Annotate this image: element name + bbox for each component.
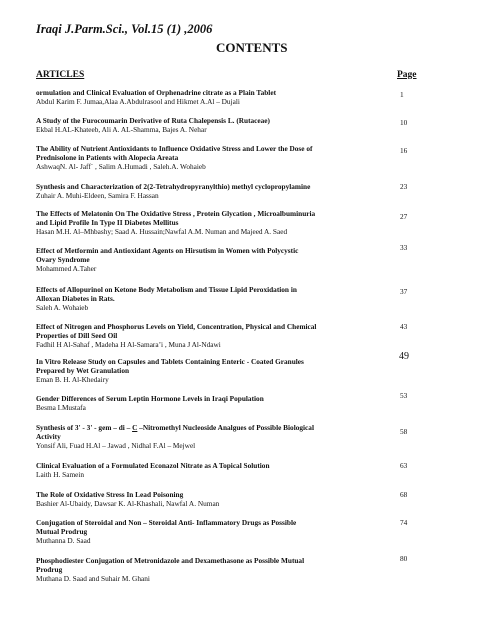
article-title-line-2[interactable]: Alloxan Diabetes in Rats. [36,294,115,303]
article-title[interactable]: Clinical Evaluation of a Formulated Econazol Nitrate as A Topical Solution [36,461,270,470]
article-authors: Bashier Al-Ubaidy, Dawsar K. Al-Khashali, Nawfal A. Numan [36,499,220,508]
article-title[interactable]: Synthesis and Characterization of 2(2-Tetrahydropyranylthio) methyl cyclopropylamine [36,182,311,191]
toc-entry[interactable] [36,209,386,236]
article-title-line-2[interactable]: Ovary Syndrome [36,255,90,264]
article-title[interactable]: In Vitro Release Study on Capsules and Tablets Containing Enteric - Coated Granules [36,357,304,366]
page-number: 43 [400,322,408,331]
article-title-line-2[interactable]: Activity [36,432,61,441]
contents-heading: CONTENTS [216,40,288,55]
article-title[interactable]: ormulation and Clinical Evaluation of Orphenadrine citrate as a Plain Tablet [36,88,277,97]
toc-entry[interactable] [36,116,386,134]
article-title-line-2[interactable]: and Lipid Profile In Type II Diabetes Mellitus [36,218,179,227]
articles-label: ARTICLES [36,70,85,80]
article-authors: Saleh A. Wohaieb [36,303,89,312]
toc-entry[interactable] [36,556,386,583]
article-title[interactable]: The Effects of Melatonin On The Oxidative Stress , Protein Glycation , Microalbuminuria [36,209,316,218]
article-authors: AshwaqN. Al- Jaff` , Salim A.Humadi , Saleh.A. Wohaieb [36,162,206,171]
article-authors: Abdul Karim F. Jumaa,Alaa A.Abdulrasool and Hikmet A.Al – Dujali [36,97,240,106]
article-title[interactable]: A Study of the Furocoumarin Derivative of Ruta Chalepensis L. (Rutaceae) [36,116,270,125]
toc-entry[interactable] [36,490,386,508]
toc-entry[interactable] [36,182,386,200]
toc-entry[interactable] [36,423,386,450]
article-authors: Laith H. Samein [36,470,85,479]
page-number: 23 [400,182,408,191]
toc-entry[interactable] [36,88,386,106]
page-number: 49 [399,351,409,362]
toc-entry[interactable] [36,357,386,384]
page-number: 33 [400,243,408,252]
article-authors: Muthana D. Saad and Suhair M. Ghani [36,574,150,583]
article-authors: Muthanna D. Saad [36,536,91,545]
page-number: 53 [400,391,408,400]
article-title[interactable] [36,423,386,432]
article-title-line-2[interactable]: Mutual Prodrug [36,527,88,536]
article-title-underlined-part: C [132,423,138,432]
article-title[interactable]: Conjugation of Steroidal and Non – Steroidal Anti- Inflammatory Drugs as Possible [36,518,297,527]
article-title[interactable]: Effects of Allopurinol on Ketone Body Metabolism and Tissue Lipid Peroxidation in [36,285,297,294]
page-number: 27 [400,212,408,221]
article-title-line-2[interactable]: Prodrug [36,565,63,574]
toc-entry[interactable] [36,461,386,479]
article-authors: Ekbal H.AL-Khateeb, Ali A. AL-Shamma, Bajes A. Nehar [36,125,207,134]
page-column-label: Page [397,70,417,80]
page-number: 63 [400,461,408,470]
article-title-line-2[interactable]: Properties of Dill Seed Oil [36,331,118,340]
toc-entry[interactable] [36,246,386,273]
page-number: 58 [400,427,408,436]
article-authors: Zuhair A. Muhi-Eldeen, Samira F. Hassan [36,191,159,200]
toc-entry[interactable] [36,285,386,312]
article-authors: Hasan M.H. Al–Mhbashy; Saad A. Hussain;Nawfal A.M. Numan and Majeed A. Saed [36,227,288,236]
toc-entry[interactable] [36,322,386,349]
article-authors: Yonsif Ali, Fuad H.Al – Jawad , Nidhal F.Al – Mejwel [36,441,196,450]
article-title-part: –Nitromethyl Nucleoside Analgues of Possible Biological [137,423,314,432]
article-title[interactable]: The Ability of Nutrient Antioxidants to Influence Oxidative Stress and Lower the Dose of [36,144,313,153]
journal-header: Iraqi J.Parm.Sci., Vol.15 (1) ,2006 [36,22,213,36]
page-number: 10 [400,118,408,127]
article-title[interactable]: Effect of Nitrogen and Phosphorus Levels on Yield, Concentration, Physical and Chemical [36,322,317,331]
article-authors: Besma I.Mustafa [36,403,86,412]
toc-entry[interactable] [36,144,386,171]
article-title-part: Synthesis of 3' - 3' - gem – di – [36,423,133,432]
article-authors: Eman B. H. Al-Khedairy [36,375,109,384]
page-number: 1 [400,90,404,99]
page-number: 16 [400,146,408,155]
article-title-line-2[interactable]: Prepared by Wet Granulation [36,366,130,375]
article-title[interactable]: Gender Differences of Serum Leptin Hormone Levels in Iraqi Population [36,394,264,403]
article-title[interactable]: The Role of Oxidative Stress In Lead Poisoning [36,490,184,499]
article-title[interactable]: Phosphodiester Conjugation of Metronidazole and Dexamethasone as Possible Mutual [36,556,305,565]
article-title-line-2[interactable]: Prednisolone in Patients with Alopecia Areata [36,153,179,162]
toc-entry[interactable] [36,518,386,545]
page-number: 80 [400,554,408,563]
article-authors: Fadhil H Al-Sahaf , Madeha H Al-Samara’i , Muna J Al-Ndawi [36,340,221,349]
toc-entry[interactable] [36,394,386,412]
page-number: 74 [400,518,408,527]
page-number: 68 [400,490,408,499]
article-title[interactable]: Effect of Metformin and Antioxidant Agents on Hirsutism in Women with Polycystic [36,246,299,255]
page-number: 37 [400,287,408,296]
article-authors: Mohammed A.Taher [36,264,97,273]
